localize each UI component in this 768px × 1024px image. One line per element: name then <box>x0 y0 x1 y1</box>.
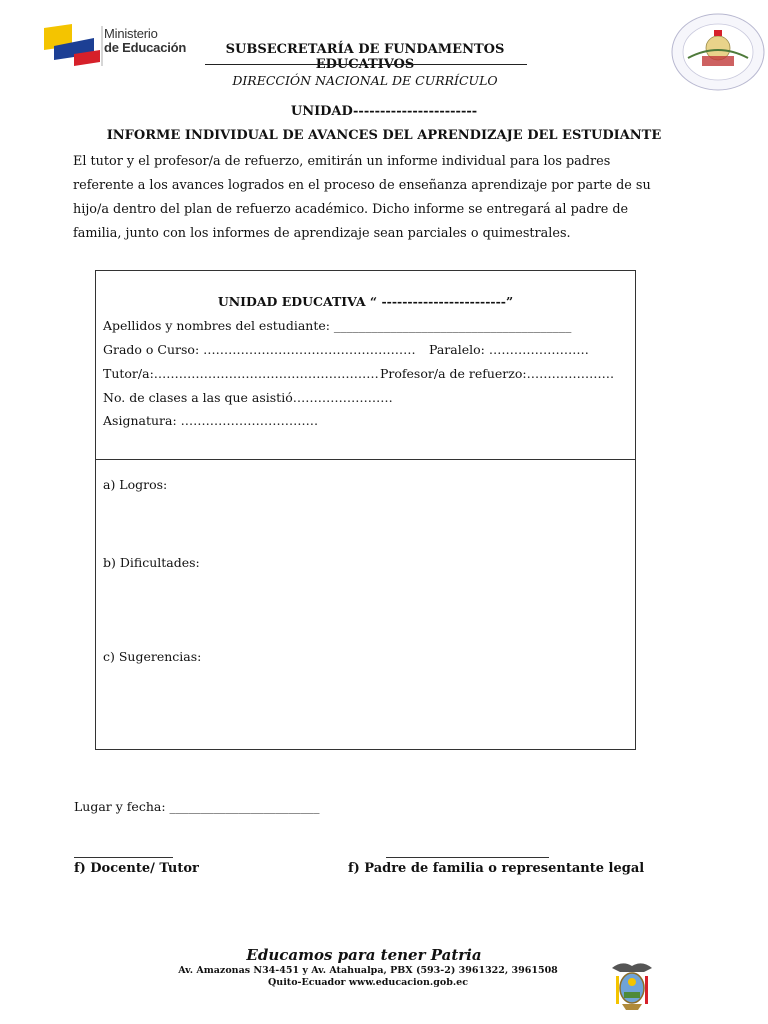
header-divider <box>205 64 527 65</box>
intro-paragraph: El tutor y el profesor/a de refuerzo, emitirán un informe individual para los padres referente a los avances logrados en el proceso de enseñanza aprendizaje por parte de su hijo/a dentro del plan de refuerzo académico. Dicho informe se entregará al padre de familia, junto con los informes de aprendizaje sean parciales o quimestrales. <box>73 154 651 241</box>
ministerio-logo-text <box>104 27 186 55</box>
footer-address: Av. Amazonas N34-451 y Av. Atahualpa, PBX (593-2) 3961322, 3961508 <box>178 965 558 976</box>
logo-line-2: de Educación <box>104 40 187 55</box>
difficulties-label: b) Dificultades: <box>103 555 200 570</box>
teacher-signature-line[interactable] <box>74 857 173 858</box>
header-title: SUBSECRETARÍA DE FUNDAMENTOS EDUCATIVOS <box>225 42 505 72</box>
form-divider <box>95 459 636 460</box>
parent-signature-line[interactable] <box>386 857 549 858</box>
logo-line-1: Ministerio <box>104 26 158 41</box>
place-date-field[interactable]: Lugar y fecha: ________________________ <box>74 799 320 814</box>
parallel-field[interactable]: Paralelo: …………………… <box>429 342 589 357</box>
footer-motto: Educamos para tener Patria <box>246 946 482 964</box>
unidad-line: UNIDAD----------------------- <box>290 104 478 119</box>
grade-field[interactable]: Grado o Curso: …………………………………………… <box>103 342 416 357</box>
coat-of-arms-icon <box>608 958 656 1014</box>
support-teacher-field[interactable]: Profesor/a de refuerzo:………………… <box>380 366 615 381</box>
school-seal-icon <box>670 12 766 92</box>
suggestions-label: c) Sugerencias: <box>103 649 202 664</box>
tutor-field[interactable]: Tutor/a:……………………………………………… <box>103 366 379 381</box>
subject-field[interactable]: Asignatura: …………………………… <box>103 413 319 428</box>
header-subtitle: DIRECCIÓN NACIONAL DE CURRÍCULO <box>232 73 498 88</box>
report-title: INFORME INDIVIDUAL DE AVANCES DEL APRENDIZAJE DEL ESTUDIANTE <box>106 128 662 143</box>
teacher-signature-label: f) Docente/ Tutor <box>74 861 199 876</box>
parent-signature-label: f) Padre de familia o representante legal <box>348 861 645 876</box>
student-name-field[interactable]: Apellidos y nombres del estudiante: ______________________________________ <box>103 318 572 333</box>
form-box-title: UNIDAD EDUCATIVA “ ------------------------” <box>217 294 514 309</box>
classes-attended-field[interactable]: No. de clases a las que asistió…………………… <box>103 390 393 405</box>
achievements-label: a) Logros: <box>103 477 168 492</box>
footer-city: Quito-Ecuador www.educacion.gob.ec <box>268 977 468 988</box>
